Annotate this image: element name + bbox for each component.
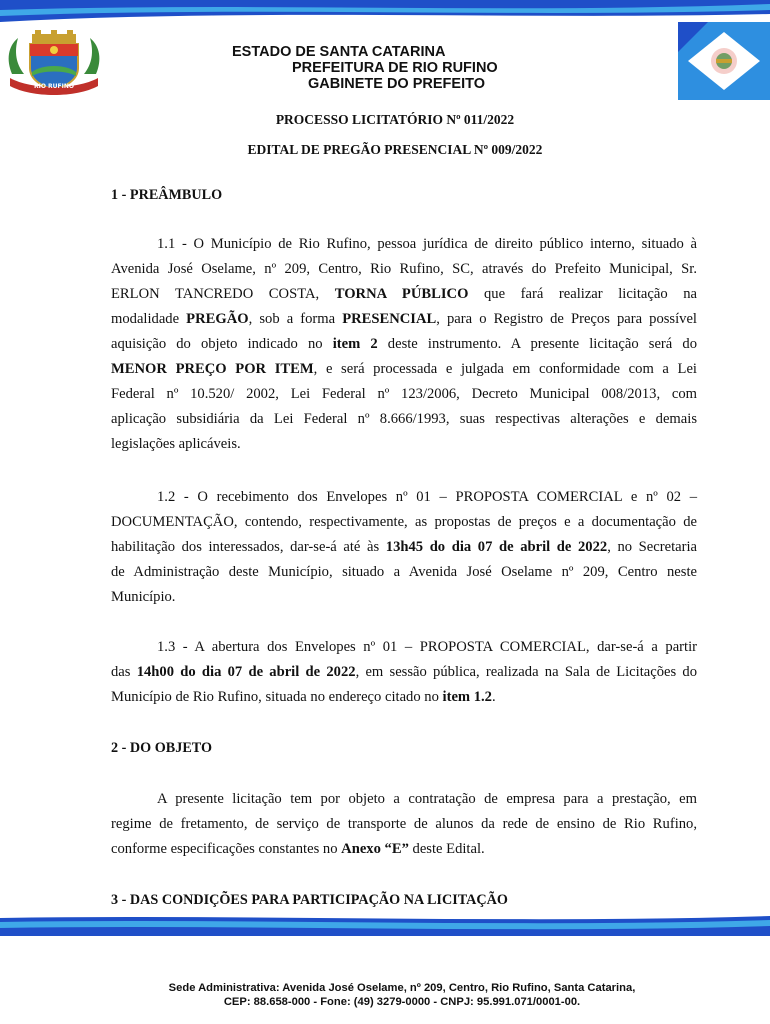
- paragraph-1-1: [111, 232, 697, 457]
- state-name: ESTADO DE SANTA CATARINA: [232, 44, 446, 60]
- text-line: habilitação dos interessados, dar-se-á até às 13h45 do dia 07 de abril de 2022, no Secretaria: [111, 539, 697, 555]
- text-line: das 14h00 do dia 07 de abril de 2022, em sessão pública, realizada na Sala de Licitações do: [111, 664, 697, 680]
- text-line: regime de fretamento, de serviço de transporte de alunos da rede de ensino de Rio Rufino,: [111, 816, 697, 832]
- text-line: Avenida José Oselame, nº 209, Centro, Rio Rufino, SC, através do Prefeito Municipal, Sr.: [111, 261, 697, 277]
- section-heading-condicoes: 3 - DAS CONDIÇÕES PARA PARTICIPAÇÃO NA LICITAÇÃO: [111, 892, 508, 908]
- text-line: aplicação subsidiária da Lei Federal nº 8.666/1993, suas respectivas alterações e demais: [111, 411, 697, 427]
- footer-contacts: CEP: 88.658-000 - Fone: (49) 3279-0000 - CNPJ: 95.991.071/0001-00.: [223, 996, 581, 1008]
- footer-address: Sede Administrativa: Avenida José Oselame, nº 209, Centro, Rio Rufino, Santa Catarina,: [168, 982, 636, 994]
- text-line: ERLON TANCREDO COSTA, TORNA PÚBLICO que fará realizar licitação na: [111, 286, 697, 302]
- emphasis: 13h45 do dia 07 de abril de 2022: [385, 539, 608, 555]
- footer: [0, 981, 770, 1009]
- text-line: conforme especificações constantes no Anexo “E” deste Edital.: [111, 841, 485, 857]
- emphasis: MENOR PREÇO POR ITEM: [111, 361, 314, 377]
- paragraph-1-2: [111, 485, 697, 610]
- prefecture-name: PREFEITURA DE RIO RUFINO: [292, 60, 498, 76]
- text-line: 1.3 - A abertura dos Envelopes nº 01 – PROPOSTA COMERCIAL, dar-se-á a partir: [157, 639, 697, 655]
- footer-band: [0, 914, 770, 936]
- header-titles: [200, 44, 540, 92]
- text-line: Município de Rio Rufino, situada no endereço citado no item 1.2.: [111, 689, 496, 705]
- text-line: modalidade PREGÃO, sob a forma PRESENCIAL, para o Registro de Preços para possível: [111, 311, 697, 327]
- santa-catarina-flag-icon: [678, 22, 770, 100]
- emphasis: TORNA PÚBLICO: [334, 286, 469, 302]
- text-line: legislações aplicáveis.: [111, 436, 241, 452]
- section-heading-preambulo: 1 - PREÂMBULO: [111, 187, 223, 203]
- text-line: aquisição do objeto indicado no item 2 deste instrumento. A presente licitação será do: [111, 336, 697, 352]
- edital-title: EDITAL DE PREGÃO PRESENCIAL Nº 009/2022: [247, 142, 543, 157]
- text-line: DOCUMENTAÇÃO, contendo, respectivamente, as propostas de preços e a documentação de: [111, 514, 697, 530]
- document-titles: [0, 112, 770, 172]
- text-line: 1.1 - O Município de Rio Rufino, pessoa jurídica de direito público interno, situado à: [157, 236, 697, 252]
- text-line: de Administração deste Município, situado a Avenida José Oselame nº 209, Centro neste: [111, 564, 697, 580]
- emphasis: Anexo “E”: [341, 841, 409, 857]
- emphasis: PRESENCIAL: [342, 311, 437, 327]
- text-line: 1.2 - O recebimento dos Envelopes nº 01 – PROPOSTA COMERCIAL e nº 02 –: [157, 489, 697, 505]
- text-line: A presente licitação tem por objeto a contratação de empresa para a prestação, em: [157, 791, 697, 807]
- text-line: Município.: [111, 589, 176, 605]
- paragraph-1-3: [111, 635, 697, 710]
- svg-text:RIO RUFINO: RIO RUFINO: [34, 83, 74, 90]
- header-band: [0, 0, 770, 22]
- text-line: Federal nº 10.520/ 2002, Lei Federal nº 123/2006, Decreto Municipal 008/2013, com: [111, 386, 697, 402]
- paragraph-objeto: [111, 787, 697, 862]
- text-line: MENOR PREÇO POR ITEM, e será processada e julgada em conformidade com a Lei: [111, 361, 697, 377]
- emphasis: PREGÃO: [186, 311, 249, 327]
- office-name: GABINETE DO PREFEITO: [308, 76, 485, 92]
- emphasis: 14h00 do dia 07 de abril de 2022: [136, 664, 356, 680]
- section-heading-objeto: 2 - DO OBJETO: [111, 740, 213, 756]
- coat-of-arms-icon: [2, 30, 106, 98]
- emphasis: item 2: [332, 336, 378, 352]
- emphasis: item 1.2: [442, 689, 492, 705]
- process-title: PROCESSO LICITATÓRIO Nº 011/2022: [275, 112, 515, 127]
